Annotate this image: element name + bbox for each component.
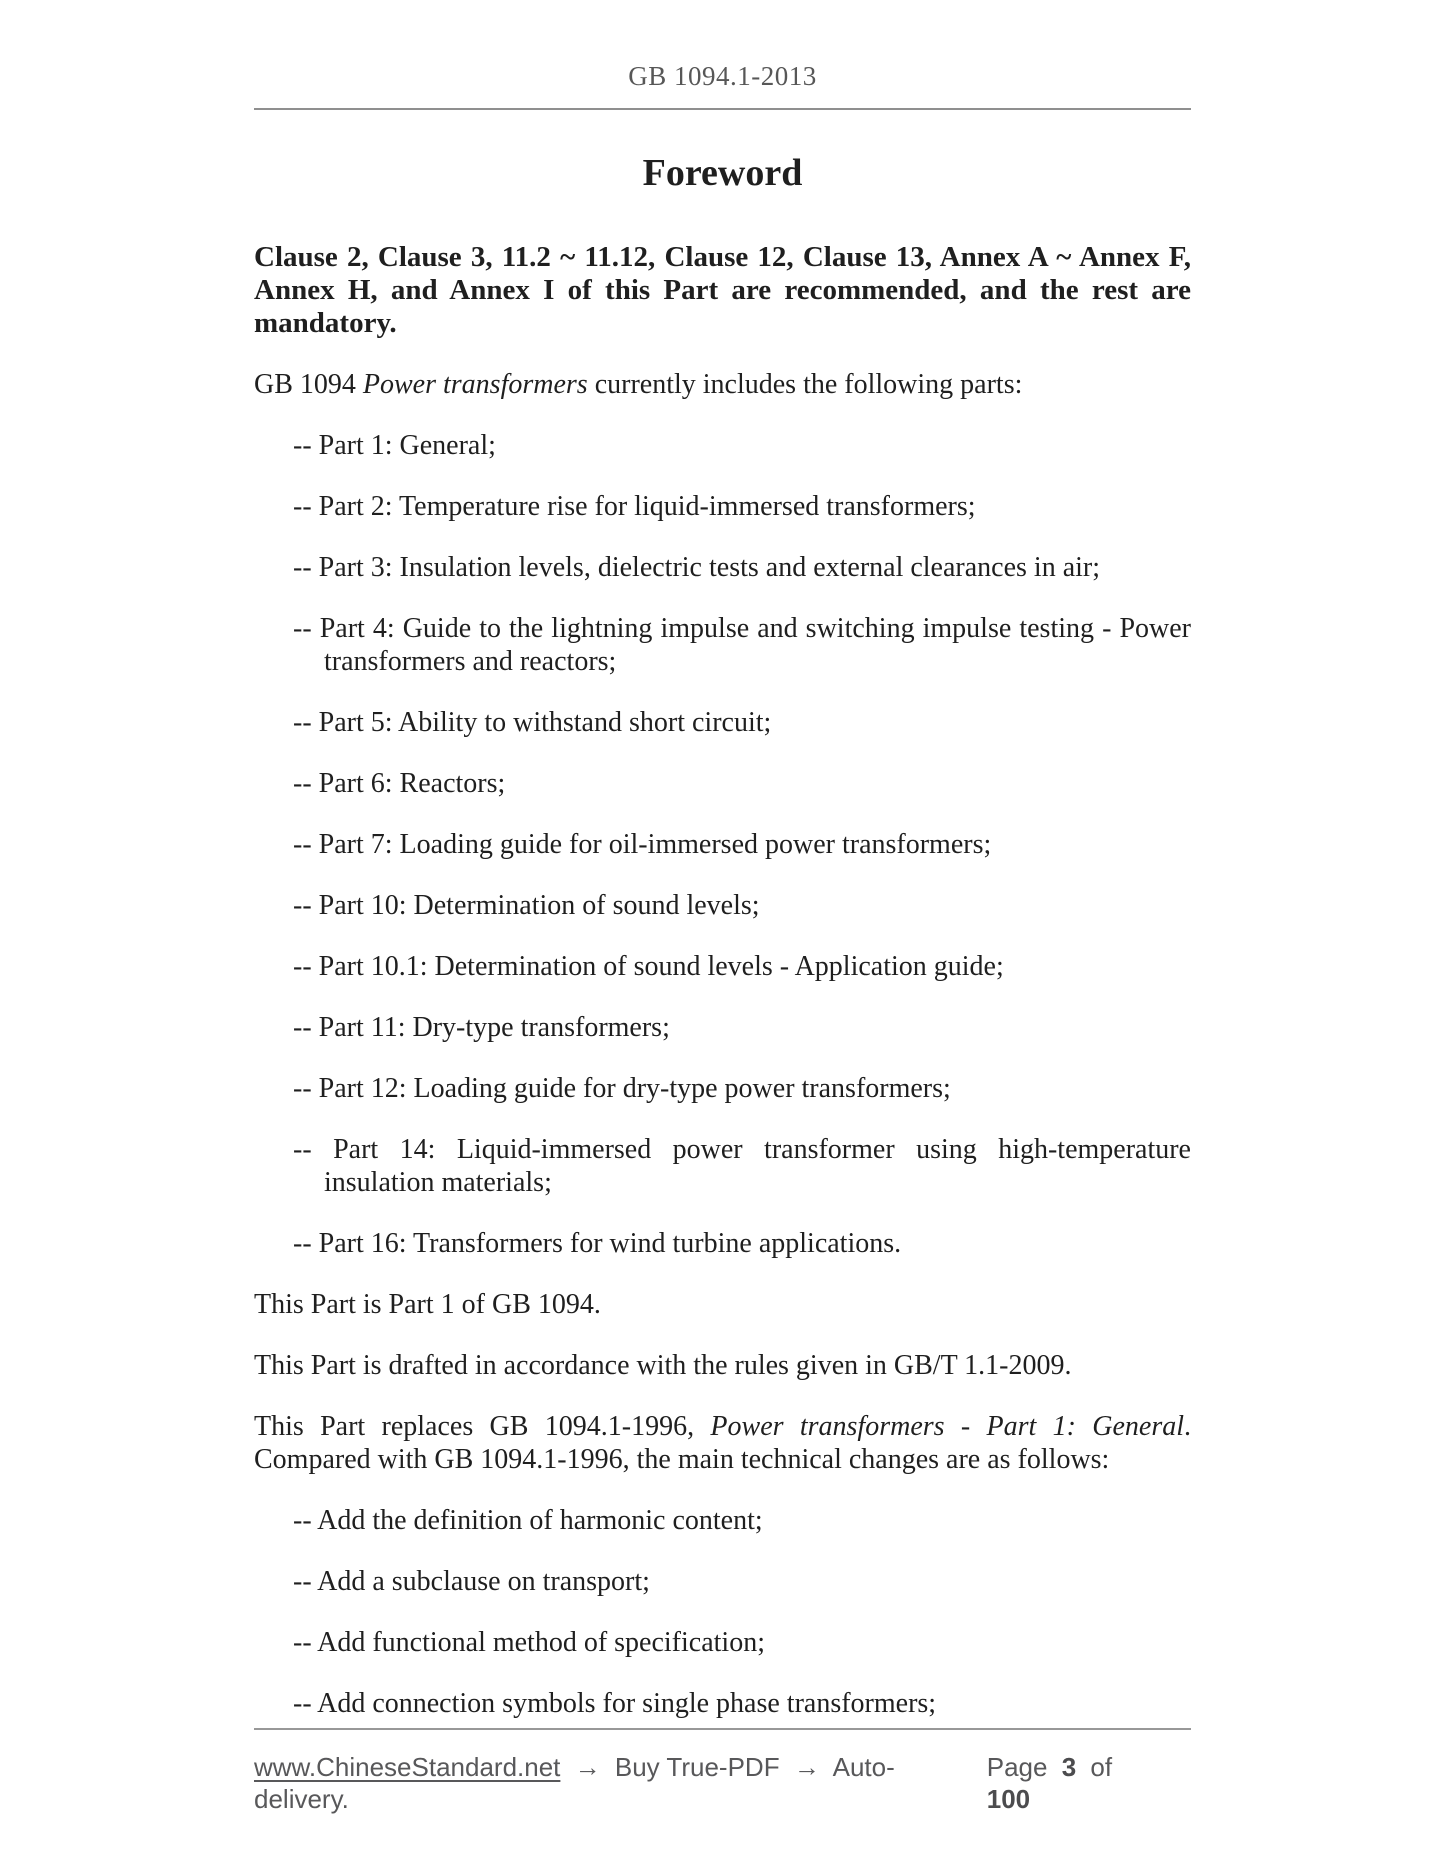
total-pages-number: 100 bbox=[986, 1784, 1031, 1814]
list-item-text: -- Part 11: Dry-type transformers; bbox=[293, 1012, 670, 1043]
buy-true-pdf-label: Buy True-PDF bbox=[614, 1752, 780, 1782]
changes-list-item bbox=[254, 1504, 1191, 1537]
parts-list-item bbox=[254, 490, 1191, 523]
parts-list-item bbox=[254, 950, 1191, 983]
list-item-text: -- Part 3: Insulation levels, dielectric tests and external clearances in air; bbox=[293, 552, 1101, 583]
arrow-icon: → bbox=[793, 1752, 820, 1782]
list-item-text: -- Add a subclause on transport; bbox=[293, 1566, 650, 1597]
parts-intro-prefix: GB 1094 bbox=[254, 369, 363, 400]
mandatory-note-paragraph: Clause 2, Clause 3, 11.2 ~ 11.12, Clause 12, Clause 13, Annex A ~ Annex F, Annex H, and Annex I of this Part are recommended, and the rest are mandatory. bbox=[254, 241, 1191, 339]
list-item-text: -- Part 14: Liquid-immersed power transformer using high-temperature insulation materials; bbox=[293, 1134, 1191, 1198]
parts-list-item bbox=[254, 1133, 1191, 1199]
arrow-icon: → bbox=[574, 1752, 601, 1782]
list-item-text: -- Part 6: Reactors; bbox=[293, 768, 506, 799]
auto-delivery-label: Auto-delivery. bbox=[254, 1752, 895, 1814]
website-link[interactable]: www.ChineseStandard.net bbox=[254, 1752, 561, 1782]
parts-intro-italic-title: Power transformers bbox=[362, 369, 588, 400]
parts-list bbox=[254, 429, 1191, 1260]
replaces-paragraph bbox=[254, 1410, 1191, 1476]
changes-list-item bbox=[254, 1565, 1191, 1598]
list-item-text: -- Part 4: Guide to the lightning impulse and switching impulse testing - Power transformers and reactors; bbox=[293, 613, 1191, 677]
list-item-text: -- Add connection symbols for single phase transformers; bbox=[293, 1688, 937, 1719]
replaces-prefix: This Part replaces GB 1094.1-1996, bbox=[254, 1411, 711, 1442]
list-item-text: -- Part 1: General; bbox=[293, 430, 496, 461]
list-item-text: -- Add the definition of harmonic content; bbox=[293, 1505, 763, 1536]
footer-promo bbox=[254, 1751, 987, 1815]
parts-list-item bbox=[254, 429, 1191, 462]
parts-list-item bbox=[254, 889, 1191, 922]
list-item-text: -- Add functional method of specification; bbox=[293, 1627, 765, 1658]
list-item-text: -- Part 5: Ability to withstand short circuit; bbox=[293, 707, 772, 738]
footer-rule bbox=[254, 1728, 1191, 1730]
list-item-text: -- Part 16: Transformers for wind turbine applications. bbox=[293, 1228, 902, 1259]
parts-intro-suffix: currently includes the following parts: bbox=[587, 369, 1023, 400]
replaces-italic-title: Power transformers - Part 1: General bbox=[710, 1411, 1184, 1442]
parts-list-item bbox=[254, 706, 1191, 739]
parts-intro-paragraph bbox=[254, 368, 1191, 401]
foreword-section bbox=[254, 150, 1191, 1720]
list-item-text: -- Part 2: Temperature rise for liquid-immersed transformers; bbox=[293, 491, 976, 522]
part-of-paragraph: This Part is Part 1 of GB 1094. bbox=[254, 1289, 601, 1320]
drafted-paragraph: This Part is drafted in accordance with the rules given in GB/T 1.1-2009. bbox=[254, 1350, 1072, 1381]
footer-row bbox=[254, 1751, 1191, 1815]
replaces-suffix: . Compared with GB 1094.1-1996, the main technical changes are as follows: bbox=[254, 1411, 1191, 1475]
changes-list-item bbox=[254, 1626, 1191, 1659]
parts-list-item bbox=[254, 1072, 1191, 1105]
page-indicator bbox=[987, 1751, 1191, 1815]
changes-list bbox=[254, 1504, 1191, 1720]
page-header bbox=[254, 60, 1191, 110]
parts-list-item bbox=[254, 828, 1191, 861]
page-footer bbox=[254, 1728, 1191, 1815]
list-item-text: -- Part 10: Determination of sound levels; bbox=[293, 890, 760, 921]
list-item-text: -- Part 7: Loading guide for oil-immersed power transformers; bbox=[293, 829, 992, 860]
page-title: Foreword bbox=[642, 152, 803, 194]
of-label: of bbox=[1090, 1752, 1113, 1782]
changes-list-item bbox=[254, 1687, 1191, 1720]
parts-list-item bbox=[254, 612, 1191, 678]
current-page-number: 3 bbox=[1061, 1752, 1077, 1782]
parts-list-item bbox=[254, 1227, 1191, 1260]
parts-list-item bbox=[254, 767, 1191, 800]
parts-list-item bbox=[254, 551, 1191, 584]
list-item-text: -- Part 10.1: Determination of sound levels - Application guide; bbox=[293, 951, 1004, 982]
parts-list-item bbox=[254, 1011, 1191, 1044]
page-label: Page bbox=[986, 1752, 1048, 1782]
header-rule bbox=[254, 108, 1191, 110]
list-item-text: -- Part 12: Loading guide for dry-type power transformers; bbox=[293, 1073, 951, 1104]
doc-number: GB 1094.1-2013 bbox=[628, 61, 817, 91]
